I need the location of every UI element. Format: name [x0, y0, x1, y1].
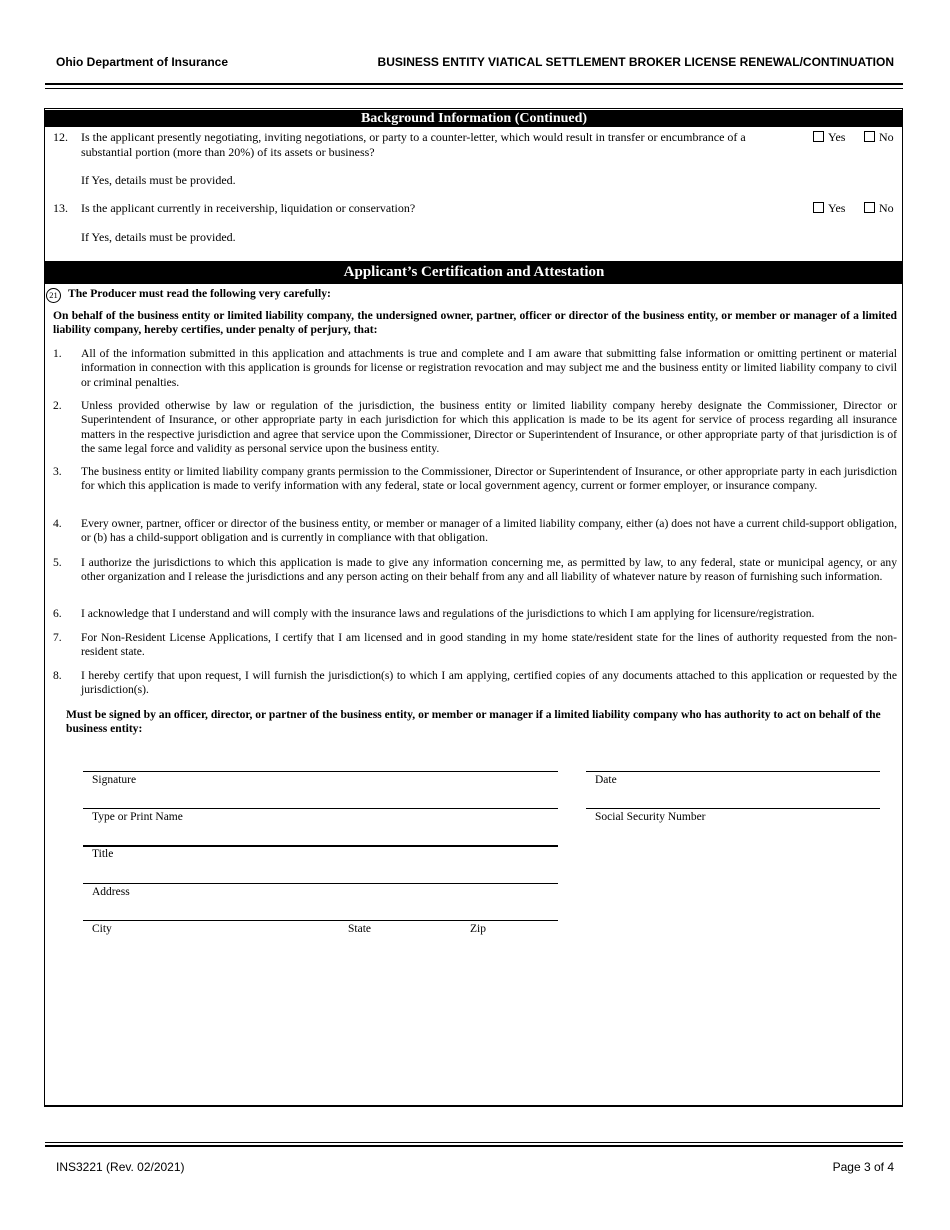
question-13-yes-checkbox[interactable]: [813, 202, 824, 213]
print-name-line[interactable]: [83, 808, 558, 809]
question-13-yes-label: Yes: [828, 201, 846, 215]
title-line[interactable]: [83, 845, 558, 847]
cert-item-6-text: I acknowledge that I understand and will comply with the insurance laws and regulations of the jurisdictions to which I am applying for licensure/registration.: [81, 607, 815, 620]
certification-intro: The Producer must read the following very carefully:: [68, 287, 331, 300]
address-label: Address: [92, 886, 130, 898]
cert-item-3-number: 3.: [53, 465, 62, 478]
address-line[interactable]: [83, 883, 558, 884]
background-section-title: Background Information (Continued): [45, 110, 903, 127]
signature-line[interactable]: [83, 771, 558, 772]
question-12-note: If Yes, details must be provided.: [81, 173, 236, 187]
question-13-no-checkbox[interactable]: [864, 202, 875, 213]
signature-label: Signature: [92, 774, 137, 786]
cert-item-5-text: I authorize the jurisdictions to which this application is made to give any information concerning me, as permitted by law, to any federal, state or municipal agency, or any other organization and I release the jurisdictions and any person acting on their behalf from any and all liability of whatever nature by reason of furnishing such information.: [81, 556, 897, 584]
question-12-yes-label: Yes: [828, 130, 846, 144]
cert-item-7-text: For Non-Resident License Applications, I certify that I am licensed and in good standing in my home state/resident state for the lines of authority requested from the non-resident state.: [81, 631, 897, 659]
state-label: State: [348, 923, 371, 935]
header-divider: [45, 83, 903, 85]
cert-item-5-number: 5.: [53, 556, 62, 569]
cert-item-2-text: Unless provided otherwise by law or regulation of the jurisdiction, the business entity or limited liability company hereby designate the Commissioner, Director or Superintendent of Insurance, or other appropriate party in each jurisdiction for which this application is made to be its agent for service of process regarding all insurance matters in the respective jurisdiction and agree that service upon the Commissioner, Director or Superintendent of Insurance, or other appropriate party of that jurisdiction is of the same legal force and validity as personal service upon the business entity.: [81, 399, 897, 456]
page-number: Page 3 of 4: [832, 1160, 894, 1174]
question-12-yes-checkbox[interactable]: [813, 131, 824, 142]
section-number-badge: 21: [46, 288, 61, 303]
date-line[interactable]: [586, 771, 880, 772]
ssn-label: Social Security Number: [595, 811, 706, 823]
certification-preamble: On behalf of the business entity or limited liability company, the undersigned owner, partner, officer or director of the business entity, or member or manager of a limited liability company, hereby certifies, under penalty of perjury, that:: [53, 309, 897, 337]
header-divider-thin: [45, 88, 903, 89]
city-state-zip-line[interactable]: [83, 920, 558, 921]
cert-item-1-text: All of the information submitted in this application and attachments is true and complete and I am aware that submitting false information or omitting pertinent or material information in connection with this application is grounds for license or registration revocation and may subject me and the business entity or limited liability company to civil or criminal penalties.: [81, 347, 897, 389]
cert-item-4-text: Every owner, partner, officer or director of the business entity, or member or manager of a limited liability company, either (a) does not have a current child-support obligation, or (b) has a child-support obligation and is currently in compliance with that obligation.: [81, 517, 897, 545]
date-label: Date: [595, 774, 617, 786]
question-13-note: If Yes, details must be provided.: [81, 230, 236, 244]
cert-item-4-number: 4.: [53, 517, 62, 530]
question-13-no[interactable]: [864, 201, 894, 216]
city-label: City: [92, 923, 112, 935]
cert-item-2-number: 2.: [53, 399, 62, 412]
question-12-number: 12.: [53, 130, 68, 144]
cert-item-7-number: 7.: [53, 631, 62, 644]
department-name: Ohio Department of Insurance: [56, 55, 229, 69]
ssn-line[interactable]: [586, 808, 880, 809]
question-12-no-checkbox[interactable]: [864, 131, 875, 142]
question-13-yes[interactable]: [813, 201, 845, 216]
question-12-no-label: No: [879, 130, 894, 144]
cert-item-8-text: I hereby certify that upon request, I will furnish the jurisdiction(s) to which I am applying, certified copies of any documents attached to this application or requested by the jurisdiction(s).: [81, 669, 897, 697]
cert-item-3-text: The business entity or limited liability company grants permission to the Commissioner, Director or Superintendent of Insurance, or other appropriate party in each jurisdiction for which this application is made to verify information with any federal, state or local government agency, current or former employer, or insurance company.: [81, 465, 897, 493]
question-12-no[interactable]: [864, 130, 894, 145]
signature-instruction: Must be signed by an officer, director, or partner of the business entity, or member or manager if a limited liability company who has authority to act on behalf of the business entity:: [66, 708, 881, 736]
footer-divider: [45, 1145, 903, 1147]
print-name-label: Type or Print Name: [92, 811, 183, 823]
footer-divider-thin: [45, 1142, 903, 1143]
question-13-text: Is the applicant currently in receivership, liquidation or conservation?: [81, 201, 416, 215]
question-12-yes[interactable]: [813, 130, 845, 145]
zip-label: Zip: [470, 923, 486, 935]
question-12-text: Is the applicant presently negotiating, inviting negotiations, or party to a counter-letter, which would result in transfer or encumbrance of a substantial portion (more than 20%) of its assets or business?: [81, 130, 746, 159]
form-number: INS3221 (Rev. 02/2021): [56, 1160, 185, 1174]
form-title: BUSINESS ENTITY VIATICAL SETTLEMENT BROKER LICENSE RENEWAL/CONTINUATION: [377, 55, 894, 69]
cert-item-6-number: 6.: [53, 607, 62, 620]
question-13-number: 13.: [53, 201, 68, 215]
title-label: Title: [92, 848, 114, 860]
cert-item-8-number: 8.: [53, 669, 62, 682]
question-13-no-label: No: [879, 201, 894, 215]
certification-section-title: Applicant’s Certification and Attestation: [45, 261, 903, 284]
cert-item-1-number: 1.: [53, 347, 62, 360]
